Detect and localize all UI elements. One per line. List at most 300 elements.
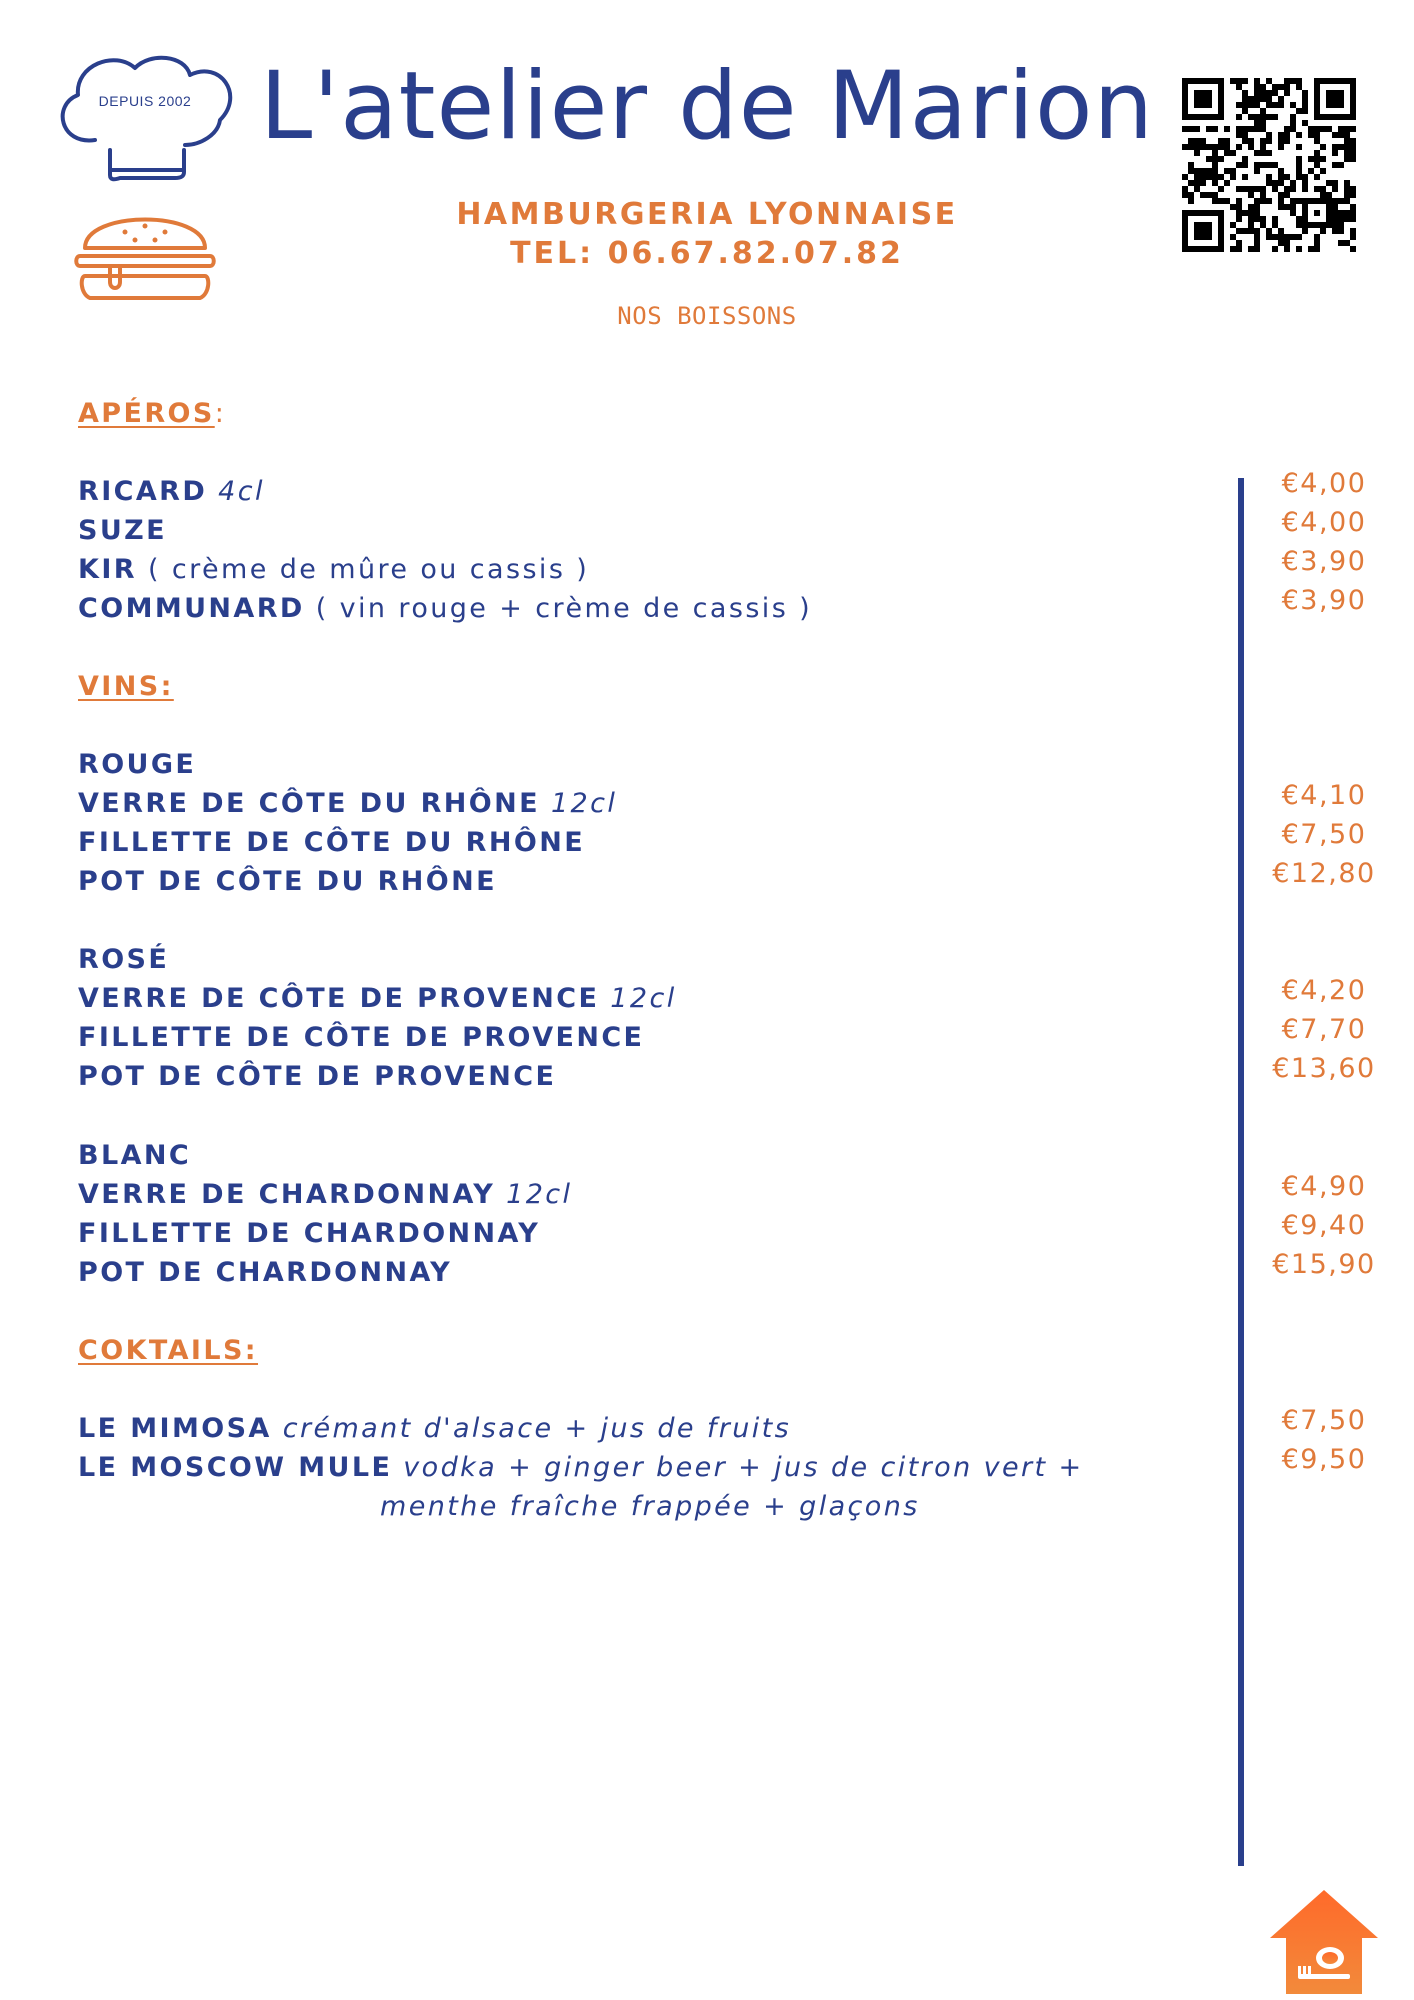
- qr-module: [1290, 186, 1296, 192]
- qr-module: [1206, 210, 1212, 216]
- qr-module: [1296, 84, 1302, 90]
- qr-module: [1350, 192, 1356, 198]
- qr-module: [1338, 222, 1344, 228]
- qr-module: [1344, 126, 1350, 132]
- qr-module: [1302, 108, 1308, 114]
- item-description: ( crème de mûre ou cassis ): [147, 554, 590, 585]
- qr-module: [1200, 114, 1206, 120]
- item-name: KIR: [78, 554, 137, 585]
- subsection-label: ROUGE: [78, 749, 197, 780]
- qr-module: [1260, 114, 1266, 120]
- qr-module: [1254, 210, 1260, 216]
- qr-module: [1326, 198, 1332, 204]
- qr-module: [1260, 192, 1266, 198]
- qr-module: [1338, 144, 1344, 150]
- qr-module: [1338, 240, 1344, 246]
- qr-module: [1350, 138, 1356, 144]
- qr-module: [1260, 90, 1266, 96]
- qr-module: [1266, 96, 1272, 102]
- qr-module: [1332, 198, 1338, 204]
- qr-module: [1326, 222, 1332, 228]
- qr-module: [1260, 120, 1266, 126]
- qr-module: [1254, 78, 1260, 84]
- qr-module: [1344, 138, 1350, 144]
- qr-module: [1212, 78, 1218, 84]
- item-name: POT DE CÔTE DE PROVENCE: [78, 1061, 557, 1092]
- item-note: vodka + ginger beer + jus de citron vert +: [403, 1452, 1084, 1483]
- qr-module: [1188, 78, 1194, 84]
- qr-module: [1236, 204, 1242, 210]
- qr-module: [1266, 198, 1272, 204]
- qr-module: [1284, 174, 1290, 180]
- qr-module: [1266, 78, 1272, 84]
- item-note-continued: menthe fraîche frappée + glaçons: [380, 1491, 920, 1522]
- qr-module: [1326, 96, 1332, 102]
- qr-module: [1272, 180, 1278, 186]
- qr-module: [1272, 114, 1278, 120]
- qr-module: [1182, 228, 1188, 234]
- qr-module: [1344, 114, 1350, 120]
- qr-module: [1308, 132, 1314, 138]
- qr-module: [1350, 84, 1356, 90]
- qr-module: [1212, 162, 1218, 168]
- qr-module: [1236, 102, 1242, 108]
- qr-module: [1314, 78, 1320, 84]
- qr-module: [1296, 156, 1302, 162]
- qr-module: [1302, 222, 1308, 228]
- qr-module: [1206, 156, 1212, 162]
- logo-badge-text: DEPUIS 2002: [98, 93, 192, 109]
- qr-module: [1338, 132, 1344, 138]
- qr-module: [1332, 102, 1338, 108]
- qr-module: [1284, 90, 1290, 96]
- qr-module: [1242, 108, 1248, 114]
- qr-module: [1242, 228, 1248, 234]
- qr-module: [1194, 228, 1200, 234]
- qr-module: [1182, 186, 1188, 192]
- qr-module: [1290, 102, 1296, 108]
- qr-module: [1332, 186, 1338, 192]
- qr-module: [1302, 204, 1308, 210]
- qr-module: [1326, 180, 1332, 186]
- qr-module: [1314, 150, 1320, 156]
- qr-module: [1218, 156, 1224, 162]
- qr-module: [1350, 108, 1356, 114]
- item-name: RICARD: [78, 476, 208, 507]
- section-cocktails-label: COKTAILS:: [78, 1335, 259, 1366]
- qr-module: [1338, 162, 1344, 168]
- qr-module: [1218, 216, 1224, 222]
- qr-module: [1344, 216, 1350, 222]
- qr-module: [1266, 132, 1272, 138]
- qr-module: [1200, 228, 1206, 234]
- qr-module: [1218, 90, 1224, 96]
- section-vins-heading: [78, 671, 174, 702]
- qr-module: [1212, 114, 1218, 120]
- qr-module: [1188, 180, 1194, 186]
- qr-module: [1308, 156, 1314, 162]
- qr-module: [1218, 78, 1224, 84]
- qr-module: [1254, 204, 1260, 210]
- qr-module: [1218, 198, 1224, 204]
- qr-module: [1230, 246, 1236, 252]
- item-name: COMMUNARD: [78, 593, 305, 624]
- qr-module: [1194, 234, 1200, 240]
- item-note: 12cl: [610, 983, 677, 1014]
- qr-module: [1194, 144, 1200, 150]
- qr-module: [1350, 102, 1356, 108]
- qr-module: [1302, 210, 1308, 216]
- qr-module: [1254, 186, 1260, 192]
- qr-module: [1200, 180, 1206, 186]
- qr-module: [1248, 102, 1254, 108]
- qr-module: [1230, 234, 1236, 240]
- menu-item-fillette-rhone: [78, 827, 585, 858]
- qr-module: [1242, 162, 1248, 168]
- qr-module: [1320, 168, 1326, 174]
- qr-module: [1206, 192, 1212, 198]
- section-aperos-label: APÉROS: [78, 398, 215, 429]
- qr-module: [1206, 228, 1212, 234]
- qr-module: [1236, 240, 1242, 246]
- qr-module: [1278, 174, 1284, 180]
- qr-module: [1200, 144, 1206, 150]
- qr-module: [1212, 246, 1218, 252]
- qr-module: [1278, 198, 1284, 204]
- qr-module: [1212, 174, 1218, 180]
- section-aperos-colon: :: [214, 398, 227, 429]
- price-divider-line: [1238, 478, 1244, 1866]
- title-word-1: L'atelier: [259, 52, 649, 161]
- qr-module: [1194, 186, 1200, 192]
- menu-item-kir: [78, 554, 589, 585]
- subsection-rose: [78, 944, 169, 975]
- qr-module: [1218, 114, 1224, 120]
- menu-item-pot-rhone: [78, 866, 497, 897]
- qr-module: [1278, 168, 1284, 174]
- qr-module: [1350, 210, 1356, 216]
- qr-module: [1200, 168, 1206, 174]
- qr-module: [1272, 216, 1278, 222]
- qr-module: [1194, 114, 1200, 120]
- qr-module: [1314, 126, 1320, 132]
- qr-module: [1218, 96, 1224, 102]
- item-name: VERRE DE CÔTE DE PROVENCE: [78, 983, 600, 1014]
- qr-module: [1314, 246, 1320, 252]
- qr-module: [1302, 174, 1308, 180]
- qr-module: [1182, 174, 1188, 180]
- qr-module: [1296, 162, 1302, 168]
- qr-module: [1236, 216, 1242, 222]
- qr-module: [1218, 210, 1224, 216]
- qr-module: [1254, 216, 1260, 222]
- qr-module: [1338, 216, 1344, 222]
- qr-module: [1218, 240, 1224, 246]
- qr-module: [1182, 90, 1188, 96]
- qr-module: [1254, 240, 1260, 246]
- item-name: LE MIMOSA: [78, 1413, 272, 1444]
- qr-module: [1332, 216, 1338, 222]
- menu-title: NOS BOISSONS: [617, 302, 797, 330]
- qr-module: [1242, 174, 1248, 180]
- qr-module: [1290, 126, 1296, 132]
- qr-module: [1278, 132, 1284, 138]
- qr-module: [1266, 114, 1272, 120]
- qr-module: [1200, 102, 1206, 108]
- menu-item-ricard: [78, 476, 265, 507]
- qr-module: [1296, 174, 1302, 180]
- qr-module: [1260, 108, 1266, 114]
- qr-module: [1230, 174, 1236, 180]
- section-vins-label: VINS:: [78, 671, 174, 702]
- qr-module: [1332, 204, 1338, 210]
- qr-module: [1266, 90, 1272, 96]
- qr-module: [1218, 84, 1224, 90]
- qr-module: [1290, 234, 1296, 240]
- qr-module: [1254, 126, 1260, 132]
- qr-module: [1326, 210, 1332, 216]
- qr-module: [1350, 204, 1356, 210]
- qr-module: [1296, 168, 1302, 174]
- menu-item-moscow-mule: [78, 1452, 1083, 1483]
- qr-module: [1194, 180, 1200, 186]
- qr-module: [1284, 240, 1290, 246]
- qr-module: [1344, 210, 1350, 216]
- qr-module: [1260, 126, 1266, 132]
- qr-module: [1218, 228, 1224, 234]
- qr-module: [1314, 108, 1320, 114]
- item-note: 12cl: [506, 1179, 573, 1210]
- qr-module: [1338, 198, 1344, 204]
- subsection-label: ROSÉ: [78, 944, 170, 975]
- qr-module: [1314, 222, 1320, 228]
- qr-module: [1236, 126, 1242, 132]
- qr-module: [1290, 120, 1296, 126]
- qr-module: [1230, 150, 1236, 156]
- menu-item-communard: [78, 593, 812, 624]
- qr-module: [1242, 96, 1248, 102]
- qr-module: [1332, 150, 1338, 156]
- qr-module: [1254, 234, 1260, 240]
- qr-module: [1242, 210, 1248, 216]
- qr-module: [1200, 234, 1206, 240]
- restaurant-subtitle: HAMBURGERIA LYONNAISE: [456, 197, 958, 232]
- item-price: €15,90: [1272, 1249, 1376, 1280]
- qr-module: [1182, 108, 1188, 114]
- qr-module: [1260, 138, 1266, 144]
- qr-module: [1194, 126, 1200, 132]
- qr-module: [1248, 192, 1254, 198]
- qr-module: [1194, 174, 1200, 180]
- qr-module: [1254, 228, 1260, 234]
- qr-module: [1200, 222, 1206, 228]
- item-name: FILLETTE DE CÔTE DE PROVENCE: [78, 1022, 645, 1053]
- qr-module: [1182, 222, 1188, 228]
- qr-module: [1326, 102, 1332, 108]
- qr-module: [1332, 180, 1338, 186]
- qr-module: [1302, 186, 1308, 192]
- qr-module: [1230, 222, 1236, 228]
- qr-module: [1284, 126, 1290, 132]
- qr-module: [1272, 186, 1278, 192]
- qr-module: [1200, 210, 1206, 216]
- qr-module: [1188, 198, 1194, 204]
- qr-module: [1326, 114, 1332, 120]
- qr-module: [1278, 228, 1284, 234]
- qr-module: [1254, 90, 1260, 96]
- qr-module: [1236, 228, 1242, 234]
- qr-module: [1278, 192, 1284, 198]
- qr-module: [1332, 162, 1338, 168]
- qr-module: [1188, 162, 1194, 168]
- qr-module: [1254, 198, 1260, 204]
- qr-module: [1182, 216, 1188, 222]
- qr-module: [1236, 186, 1242, 192]
- item-price: €7,50: [1281, 1405, 1367, 1436]
- qr-module: [1332, 90, 1338, 96]
- qr-module: [1350, 78, 1356, 84]
- qr-module: [1182, 78, 1188, 84]
- qr-module: [1182, 102, 1188, 108]
- qr-module: [1326, 78, 1332, 84]
- qr-module: [1302, 198, 1308, 204]
- qr-module: [1266, 162, 1272, 168]
- qr-module: [1230, 168, 1236, 174]
- qr-module: [1314, 132, 1320, 138]
- qr-module: [1194, 210, 1200, 216]
- qr-module: [1326, 204, 1332, 210]
- qr-module: [1302, 90, 1308, 96]
- qr-module: [1206, 222, 1212, 228]
- qr-module: [1182, 84, 1188, 90]
- qr-module: [1254, 162, 1260, 168]
- qr-module: [1224, 144, 1230, 150]
- qr-module: [1272, 102, 1278, 108]
- qr-module: [1266, 150, 1272, 156]
- qr-module: [1296, 234, 1302, 240]
- qr-module: [1314, 186, 1320, 192]
- qr-module: [1284, 186, 1290, 192]
- qr-module: [1338, 90, 1344, 96]
- qr-module: [1230, 78, 1236, 84]
- qr-module: [1242, 78, 1248, 84]
- title-word-3: Marion: [827, 52, 1155, 161]
- qr-module: [1212, 144, 1218, 150]
- qr-module: [1188, 144, 1194, 150]
- qr-module: [1320, 186, 1326, 192]
- qr-module: [1200, 192, 1206, 198]
- qr-module: [1278, 144, 1284, 150]
- qr-module: [1182, 114, 1188, 120]
- qr-module: [1200, 138, 1206, 144]
- qr-module: [1200, 78, 1206, 84]
- qr-module: [1212, 156, 1218, 162]
- qr-module: [1194, 90, 1200, 96]
- qr-module: [1344, 180, 1350, 186]
- qr-module: [1248, 138, 1254, 144]
- qr-module: [1284, 138, 1290, 144]
- qr-module: [1278, 96, 1284, 102]
- qr-module: [1188, 168, 1194, 174]
- qr-module: [1236, 246, 1242, 252]
- qr-module: [1320, 156, 1326, 162]
- qr-module: [1314, 174, 1320, 180]
- qr-module: [1344, 156, 1350, 162]
- qr-module: [1320, 228, 1326, 234]
- item-name: VERRE DE CHARDONNAY: [78, 1179, 496, 1210]
- qr-module: [1242, 90, 1248, 96]
- qr-module: [1350, 234, 1356, 240]
- qr-module: [1302, 180, 1308, 186]
- qr-module: [1284, 204, 1290, 210]
- qr-module: [1332, 114, 1338, 120]
- qr-module: [1212, 180, 1218, 186]
- menu-item-verre-provence: [78, 983, 677, 1014]
- qr-module: [1236, 78, 1242, 84]
- qr-module: [1212, 192, 1218, 198]
- menu-item-verre-rhone: [78, 788, 617, 819]
- qr-module: [1218, 234, 1224, 240]
- qr-module: [1206, 168, 1212, 174]
- qr-module: [1200, 96, 1206, 102]
- qr-module: [1308, 168, 1314, 174]
- qr-module: [1284, 78, 1290, 84]
- qr-module: [1290, 210, 1296, 216]
- qr-module: [1344, 144, 1350, 150]
- qr-module: [1260, 150, 1266, 156]
- qr-module: [1338, 228, 1344, 234]
- qr-module: [1182, 192, 1188, 198]
- qr-module: [1206, 96, 1212, 102]
- item-price: €7,70: [1281, 1014, 1367, 1045]
- menu-item-pot-chardonnay: [78, 1257, 452, 1288]
- qr-module: [1260, 84, 1266, 90]
- qr-module: [1314, 138, 1320, 144]
- qr-module: [1188, 126, 1194, 132]
- item-name: POT DE CÔTE DU RHÔNE: [78, 866, 497, 897]
- qr-module: [1200, 90, 1206, 96]
- qr-module: [1248, 114, 1254, 120]
- qr-code-icon: [1182, 78, 1356, 252]
- qr-module: [1206, 246, 1212, 252]
- qr-module: [1332, 78, 1338, 84]
- qr-module: [1350, 114, 1356, 120]
- qr-module: [1326, 216, 1332, 222]
- qr-module: [1182, 144, 1188, 150]
- qr-module: [1260, 96, 1266, 102]
- qr-module: [1212, 168, 1218, 174]
- qr-module: [1332, 210, 1338, 216]
- qr-module: [1302, 102, 1308, 108]
- qr-module: [1248, 96, 1254, 102]
- qr-module: [1272, 234, 1278, 240]
- qr-module: [1272, 162, 1278, 168]
- subsection-rouge: [78, 749, 196, 780]
- qr-module: [1254, 96, 1260, 102]
- qr-module: [1248, 144, 1254, 150]
- phone-number: TEL: 06.67.82.07.82: [510, 236, 904, 271]
- qr-module: [1278, 102, 1284, 108]
- qr-module: [1344, 240, 1350, 246]
- qr-module: [1236, 84, 1242, 90]
- qr-module: [1218, 246, 1224, 252]
- menu-item-pot-provence: [78, 1061, 556, 1092]
- qr-module: [1200, 246, 1206, 252]
- item-price: €13,60: [1272, 1053, 1376, 1084]
- qr-module: [1278, 204, 1284, 210]
- qr-module: [1260, 216, 1266, 222]
- qr-module: [1302, 120, 1308, 126]
